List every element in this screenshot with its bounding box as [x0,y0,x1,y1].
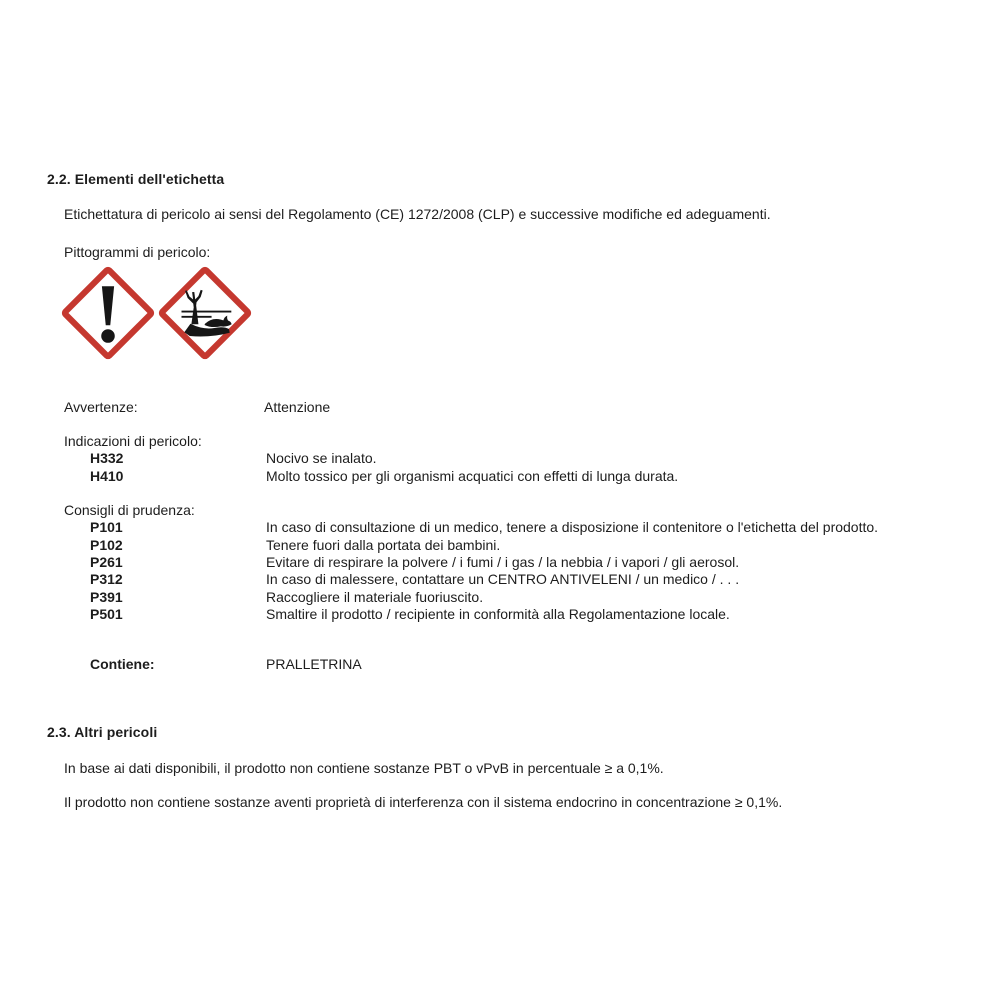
precautionary-code: P102 [90,537,123,553]
precautionary-text: In caso di consultazione di un medico, tenere a disposizione il contenitore o l'etichetta del prodotto. [266,519,879,535]
endocrine-paragraph: Il prodotto non contiene sostanze aventi proprietà di interferenza con il sistema endocrino in concentrazione ≥ 0,1%. [64,794,783,810]
precautionary-code: P312 [90,571,123,587]
precautionary-code: P391 [90,589,123,605]
precautionary-text: Smaltire il prodotto / recipiente in conformità alla Regolamentazione locale. [266,606,730,622]
precautionary-statement-row [90,589,483,605]
precautionary-code: P501 [90,606,123,622]
precautionary-text: Evitare di respirare la polvere / i fumi / i gas / la nebbia / i vapori / gli aerosol. [266,554,740,570]
signal-word-value: Attenzione [264,399,331,415]
section-2-2-heading: 2.2. Elementi dell'etichetta [47,171,225,187]
hazard-code: H332 [90,450,124,466]
contains-value: PRALLETRINA [266,656,362,672]
section-2-3-heading: 2.3. Altri pericoli [47,724,158,740]
signal-word-label: Avvertenze: [64,399,138,415]
precautionary-statement-row [90,571,739,587]
precautionary-statement-row [90,537,500,553]
hazard-statement-row [90,450,377,466]
precautionary-statement-row [90,554,739,570]
ghs07-exclamation-mark-icon [61,266,155,360]
pbt-vpvb-paragraph: In base ai dati disponibili, il prodotto non contiene sostanze PBT o vPvB in percentuale ≥ a 0,1%. [64,760,664,776]
ghs09-environment-icon [158,266,252,360]
contains-row [90,656,362,672]
precautionary-statements-label: Consigli di prudenza: [64,502,195,518]
hazard-code: H410 [90,468,124,484]
signal-word-row [64,399,330,415]
precautionary-code: P261 [90,554,123,570]
precautionary-text: Tenere fuori dalla portata dei bambini. [266,537,501,553]
labelling-intro-text: Etichettatura di pericolo ai sensi del Regolamento (CE) 1272/2008 (CLP) e successive modifiche ed adeguamenti. [64,206,771,222]
contains-label: Contiene: [90,656,155,672]
hazard-pictograms [61,266,252,360]
hazard-text: Nocivo se inalato. [266,450,377,466]
pictograms-label: Pittogrammi di pericolo: [64,244,211,260]
precautionary-text: Raccogliere il materiale fuoriuscito. [266,589,484,605]
precautionary-code: P101 [90,519,123,535]
precautionary-statement-row [90,519,878,535]
hazard-statement-row [90,468,678,484]
hazard-statements-label: Indicazioni di pericolo: [64,433,202,449]
hazard-text: Molto tossico per gli organismi acquatici con effetti di lunga durata. [266,468,679,484]
precautionary-text: In caso di malessere, contattare un CENTRO ANTIVELENI / un medico / . . . [266,571,740,587]
precautionary-statement-row [90,606,730,622]
